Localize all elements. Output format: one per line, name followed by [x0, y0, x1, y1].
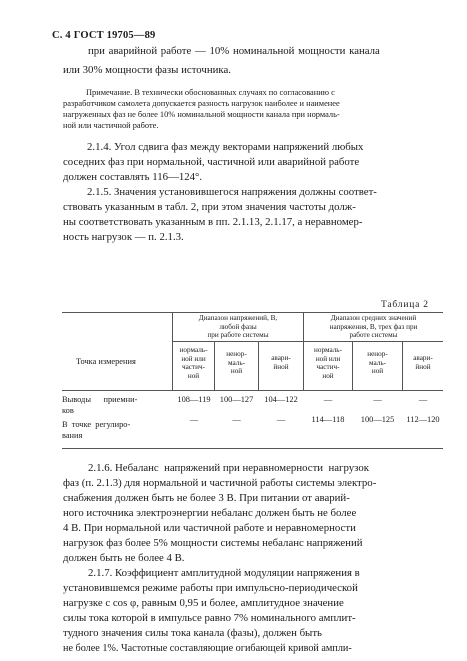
row1-label-1: Выводы приемни-: [62, 395, 138, 404]
g2-sub-normal: нормаль- ной или частич- ной: [314, 346, 342, 380]
table-bottom-rule: [62, 448, 443, 449]
row1-cell-4: —: [323, 395, 333, 404]
row2-cell-5: 100—125: [360, 415, 395, 424]
g1-sub-abnormal: ненор- маль- ной: [226, 350, 247, 376]
page-header: С. 4 ГОСТ 19705—89: [52, 30, 156, 41]
p215-line-4: ность нагрузок — п. 2.1.3.: [63, 231, 184, 243]
table-top-rule: [62, 312, 443, 313]
note-line-3: нагруженных фаз не более 10% номинальной мощности канала при нормаль-: [63, 110, 340, 119]
p216-line-2: фаз (п. 2.1.3) для нормальной и частичной работы системы электро-: [63, 477, 377, 489]
table-header-rule: [62, 390, 443, 391]
row1-cell-1: 108—119: [177, 395, 211, 404]
g2-sub-abnormal: ненор- маль- ной: [367, 350, 388, 376]
row2-cell-1: —: [189, 415, 199, 424]
note-line-4: ной или частичной работе.: [63, 121, 159, 130]
p216-line-5: 4 В. При нормальной или частичной работе и неравномерности: [63, 522, 356, 534]
p217-line-4: силы тока которой в импульсе равно 7% номинального амплит-: [63, 612, 356, 624]
intro-line-2: или 30% мощности фазы источника.: [63, 64, 231, 76]
row1-cell-2: 100—127: [219, 395, 254, 404]
g1-sub-normal: нормаль- ной или частич- ной: [179, 346, 208, 380]
row2-label-1: В точке регулиро-: [62, 420, 131, 429]
g1-sub-emergency: авари- йной: [271, 354, 291, 371]
p215-line-2: ствовать указанным в табл. 2, при этом значения частоты долж-: [63, 201, 356, 213]
table-caption: Таблица 2: [381, 300, 429, 310]
p216-line-4: ного источника электроэнергии небаланс должен быть не более: [63, 507, 357, 519]
group1-rule: [172, 341, 303, 342]
row2-cell-6: 112—120: [406, 415, 440, 424]
row1-cell-5: —: [373, 395, 382, 404]
p215-line-1: 2.1.5. Значения установившегося напряжения должны соответ-: [87, 186, 377, 198]
p216-line-7: должен быть не более 4 В.: [63, 552, 185, 564]
note-line-2: разработчиком самолета допускается разность нагрузок наиболее и наименее: [63, 99, 340, 108]
p214-line-1: 2.1.4. Угол сдвига фаз между векторами напряжений любых: [87, 141, 364, 153]
p217-line-3: нагрузке с cos φ, равным 0,95 и более, амплитудное значение: [63, 597, 344, 609]
row2-label-2: вания: [62, 431, 83, 440]
row1-cell-3: 104—122: [264, 395, 298, 404]
note-line-1: Примечание. В технически обоснованных случаях по согласованию с: [86, 88, 335, 97]
p214-line-2: соседних фаз при нормальной, частичной или аварийной работе: [63, 156, 360, 168]
group2-header: Диапазон средних значений напряжения, В, трех фаз при работе системы: [329, 314, 418, 340]
p217-line-1: 2.1.7. Коэффициент амплитудной модуляции напряжения в: [88, 567, 360, 579]
row1-cell-6: —: [418, 395, 428, 404]
group2-rule: [303, 341, 443, 342]
row1-label-2: ков: [62, 406, 74, 415]
group1-header: Диапазон напряжений, В, любой фазы при работе системы: [198, 314, 278, 340]
p214-line-3: должен составлять 116—124°.: [63, 171, 203, 183]
p217-line-6: не более 1%. Частотные составляющие огибающей кривой ампли-: [63, 643, 352, 654]
p217-line-2: установившемся режиме работы при импульсно-периодической: [63, 582, 358, 594]
col-header-point: Точка измерения: [76, 357, 136, 366]
intro-line-1: при аварийной работе — 10% номинальной мощности канала: [88, 45, 380, 57]
g2-sub-emergency: авари- йной: [413, 354, 433, 371]
p216-line-6: нагрузок фаз более 5% мощности системы небаланс напряжений: [63, 537, 363, 549]
row2-cell-4: 114—118: [311, 415, 345, 424]
row2-cell-3: —: [276, 415, 286, 424]
row2-cell-2: —: [232, 415, 241, 424]
p215-line-3: ны соответствовать указанным в пп. 2.1.13, 2.1.17, а неравномер-: [63, 216, 363, 228]
p217-line-5: тудного значения силы тока канала (фазы), должен быть: [63, 627, 322, 639]
p216-line-1: 2.1.6. Небаланс напряжений при неравномерности нагрузок: [88, 462, 369, 474]
p216-line-3: снабжения должен быть не более 3 В. При питании от аварий-: [63, 492, 350, 504]
